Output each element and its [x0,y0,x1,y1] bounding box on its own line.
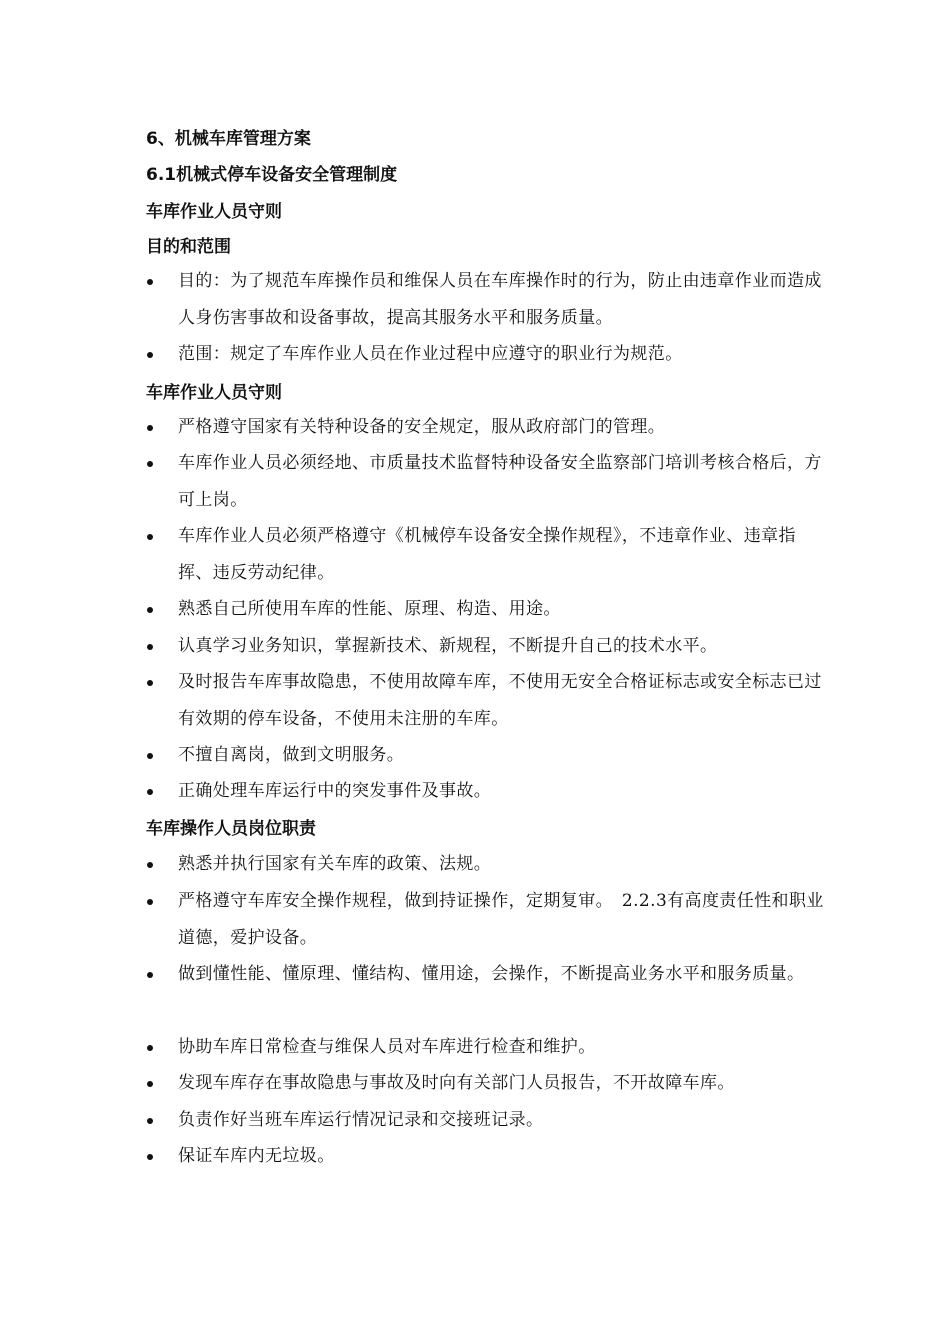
list-item: 及时报告车库事故隐患，不使用故障车库，不使用无安全合格证标志或安全标志已过有效期的停车设备，不使用未注册的车库。 [178,672,822,729]
bullet-icon [146,1036,158,1060]
list-item: 正确处理车库运行中的突发事件及事故。 [178,781,492,801]
bullet-icon [146,780,158,804]
bullet-icon [146,963,158,987]
bullet-icon [146,343,158,367]
list-item: 负责作好当班车库运行情况记录和交接班记录。 [178,1110,544,1130]
bullet-icon [146,744,158,768]
subsection-heading: 6.1机械式停车设备安全管理制度 [146,165,398,185]
bullet-icon [146,1145,158,1169]
list-item: 熟悉自己所使用车库的性能、原理、构造、用途。 [178,599,561,619]
bullet-icon [146,525,158,549]
list-item: 严格遵守国家有关特种设备的安全规定，服从政府部门的管理。 [178,417,666,437]
list-item: 车库作业人员必须严格遵守《机械停车设备安全操作规程》，不违章作业、违章指挥、违反劳动纪律。 [178,526,796,583]
bullet-icon [146,671,158,695]
list-item: 认真学习业务知识，掌握新技术、新规程，不断提升自己的技术水平。 [178,636,718,656]
purpose-scope-heading: 目的和范围 [146,237,231,257]
list-item: 不擅自离岗，做到文明服务。 [178,745,405,765]
list-item: 做到懂性能、懂原理、懂结构、懂用途，会操作，不断提高业务水平和服务质量。 [178,964,805,984]
bullet-icon [146,598,158,622]
bullet-icon [146,270,158,294]
list-item: 保证车库内无垃圾。 [178,1146,335,1166]
list-item: 车库作业人员必须经地、市质量技术监督特种设备安全监察部门培训考核合格后，方可上岗。 [178,453,822,510]
list-item: 发现车库存在事故隐患与事故及时向有关部门人员报告，不开故障车库。 [178,1073,735,1093]
list-item: 熟悉并执行国家有关车库的政策、法规。 [178,854,492,874]
bullet-icon [146,635,158,659]
rules-heading: 车库作业人员守则 [146,202,282,222]
bullet-icon [146,1109,158,1133]
bullet-icon [146,452,158,476]
section-heading: 6、机械车库管理方案 [146,129,311,149]
rules-heading-2: 车库作业人员守则 [146,383,282,403]
list-item: 范围：规定了车库作业人员在作业过程中应遵守的职业行为规范。 [178,344,683,364]
bullet-icon [146,1072,158,1096]
list-item: 严格遵守车库安全操作规程，做到持证操作，定期复审。 2.2.3有高度责任性和职业道德，爱护设备。 [178,891,824,948]
bullet-icon [146,416,158,440]
bullet-icon [146,853,158,877]
duties-heading: 车库操作人员岗位职责 [146,819,316,839]
list-item: 协助车库日常检查与维保人员对车库进行检查和维护。 [178,1037,596,1057]
bullet-icon [146,890,158,914]
list-item: 目的：为了规范车库操作员和维保人员在车库操作时的行为，防止由违章作业而造成人身伤害事故和设备事故，提高其服务水平和服务质量。 [178,271,822,328]
